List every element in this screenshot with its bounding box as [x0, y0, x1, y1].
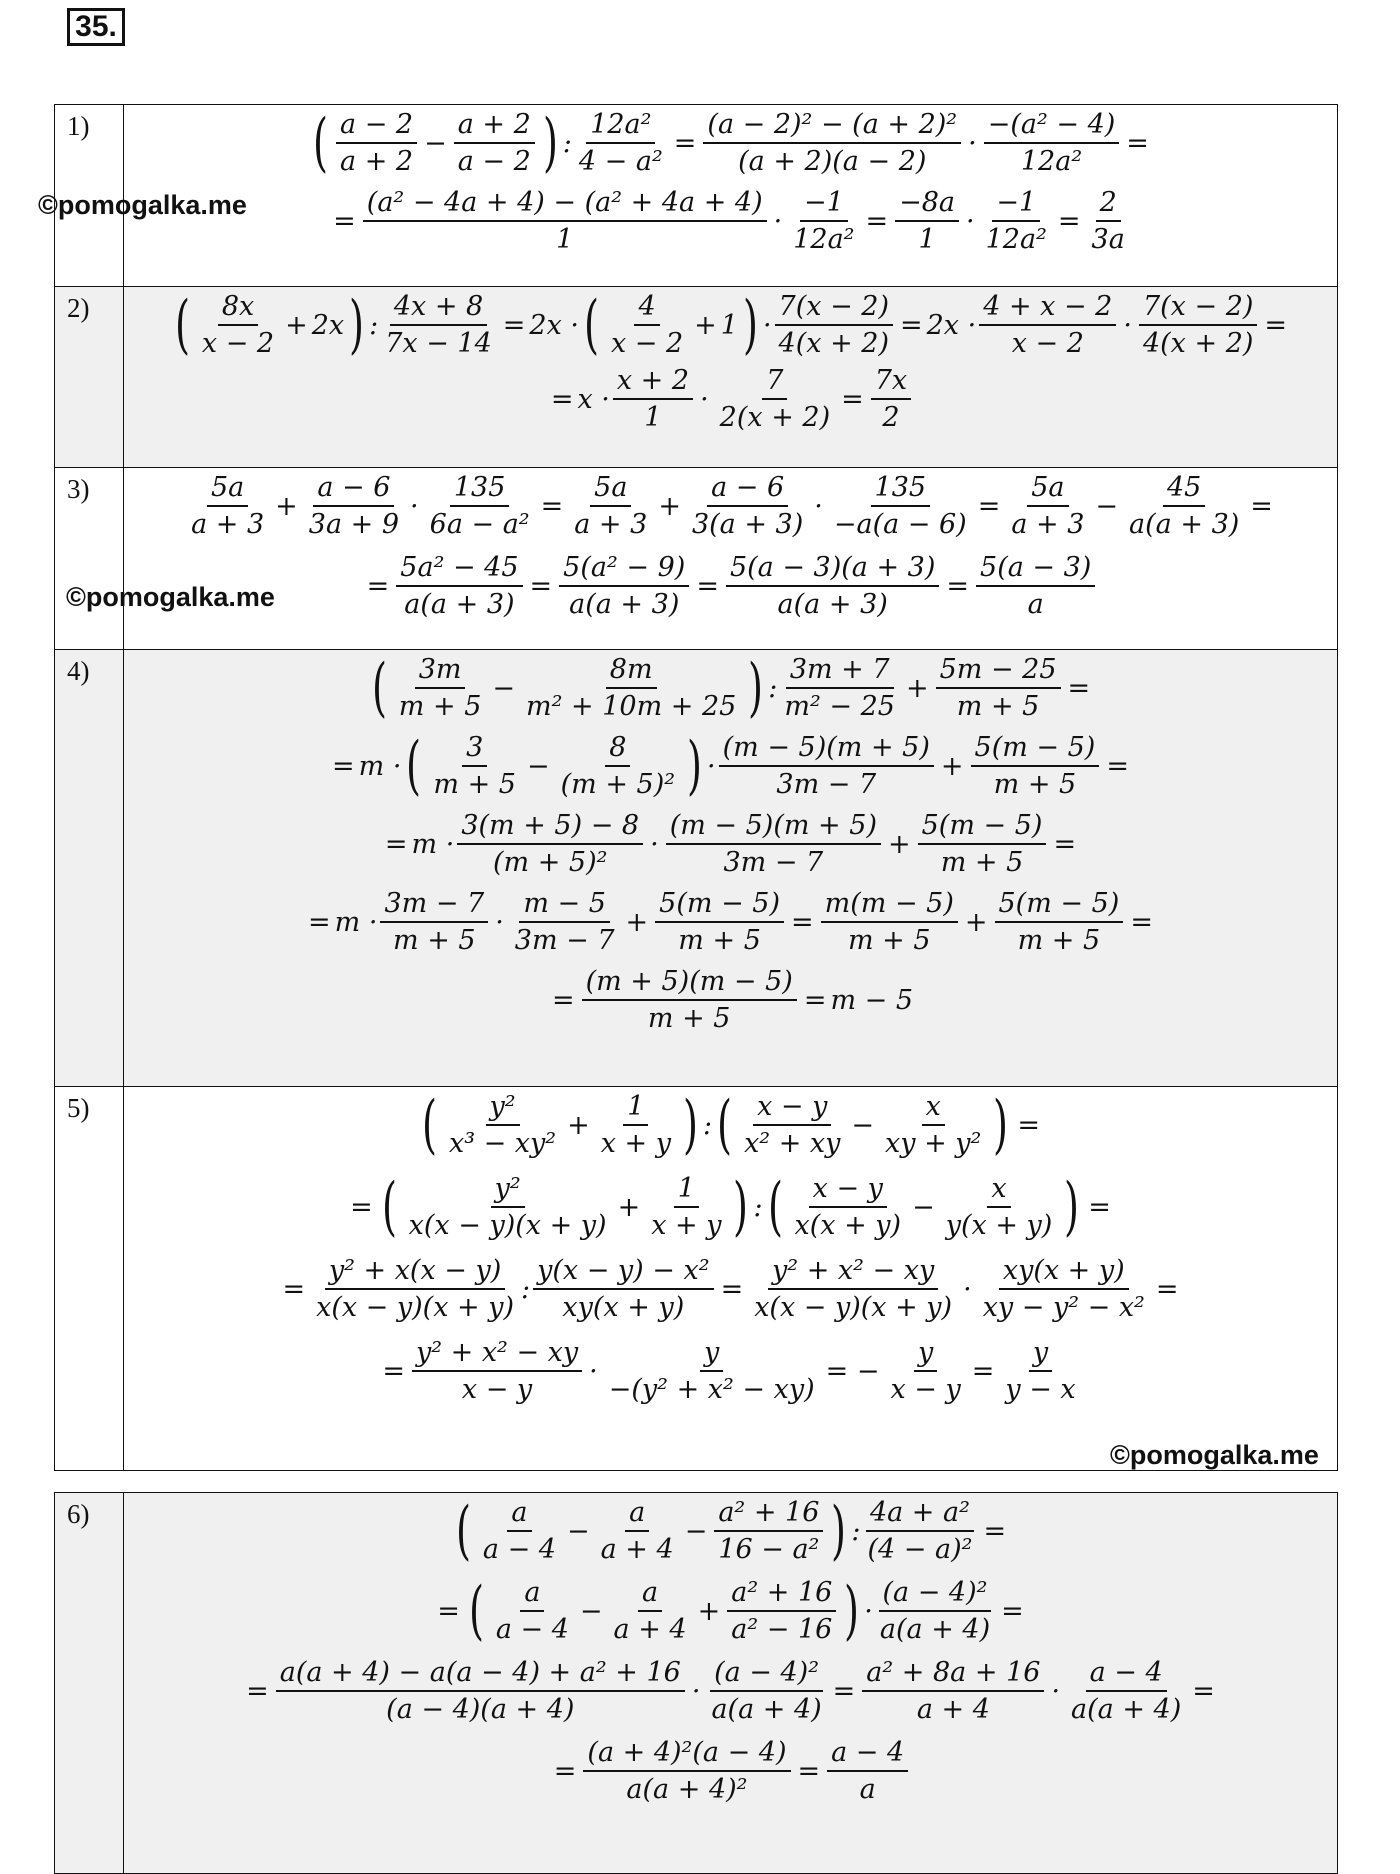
equation-line: = $\frac{\text{(a + 4)²(a − 4)}}{\text{a(a + 4)²}}$ = $\frac{a - 4}{a}$: [124, 1737, 1337, 1805]
equation-line: = $\frac{\text{5a² − 45}}{a(a + 3)}$ = $\frac{\text{5(a² − 9)}}{a(a + 3)}$ = $\frac{5(a - 3)(a + 3)}{a(a + 3)}$ = $\frac{5(a - 3)}{a}$: [124, 552, 1337, 620]
watermark: ©pomogalka.me: [1110, 1440, 1319, 1470]
equation-line: ( $\frac{3m}{m + 5}$ − $\frac{8m}{\text{m² + 10m + 25}}$ ) : $\frac{3m + 7}{\text{m² − 25}}$ + $\frac{5m - 25}{m + 5}$ =: [371, 651, 1091, 726]
row-label: 6): [55, 1493, 124, 1874]
equation-line: = $\frac{(m + 5)(m - 5)}{m + 5}$ = m − 5: [551, 966, 914, 1035]
problem-number: 35.: [67, 8, 125, 46]
equation-line: = $\frac{\text{(a² − 4a + 4) − (a² + 4a + 4)}}{1}$ · $\frac{-1}{\text{12a²}}$ = $\frac{-8a}{1}$ · $\frac{-1}{\text{12a²}}$ = $\frac{2}{3a}$: [333, 187, 1125, 256]
solution-row-2: [55, 287, 1338, 468]
row-label: 2): [55, 287, 124, 468]
row-label: 5): [55, 1087, 124, 1471]
solution-row-4: [55, 650, 1338, 1087]
equation-line: = ( $\frac{\text{y²}}{x(x - y)(x + y)}$ + $\frac{1}{x + y}$ ) : ( $\frac{x - y}{x(x + y)}$ − $\frac{x}{y(x + y)}$ ) =: [350, 1170, 1111, 1245]
equation-line: = m · $\frac{3(m + 5) - 8}{\text{(m + 5)²}}$ · $\frac{(m - 5)(m + 5)}{3m - 7}$ + $\frac{5(m - 5)}{m + 5}$ =: [384, 810, 1077, 879]
row-label: 4): [55, 650, 124, 1087]
equation-line: = x · $\frac{x + 2}{1}$ · $\frac{7}{2(x + 2)}$ = $\frac{7x}{2}$: [124, 365, 1337, 433]
equation-line: ( $\frac{a}{a - 4}$ − $\frac{a}{a + 4}$ − $\frac{\text{a² + 16}}{\text{16 − a²}}$ ) : $\frac{\text{4a + a²}}{\text{(4 − a)²}}$ =: [455, 1494, 1007, 1569]
equation-line: ( $\frac{8x}{x - 2}$ + 2x ) : $\frac{4x + 8}{7x - 14}$ = 2x · ( $\frac{4}{x - 2}$ + 1 ) · $\frac{7(x - 2)}{4(x + 2)}$ = 2x · $\frac{4 + x - 2}{x - 2}$ · $\frac{7(x - 2)}{4(x + 2)}$ =: [174, 288, 1288, 363]
watermark: ©pomogalka.me: [38, 190, 247, 220]
row-label: 1): [55, 105, 124, 287]
equation-line: ( $\frac{\text{y²}}{\text{x³ − xy²}}$ + $\frac{1}{x + y}$ ) : ( $\frac{x - y}{\text{x² + xy}}$ − $\frac{x}{\text{xy + y²}}$ ) =: [421, 1088, 1040, 1163]
equation-line: = $\frac{\text{a(a + 4) − a(a − 4) + a² + 16}}{(a - 4)(a + 4)}$ · $\frac{\text{(a − 4)²}}{a(a + 4)}$ = $\frac{\text{a² + 8a + 16}}{a + 4}$ · $\frac{a - 4}{a(a + 4)}$ =: [246, 1657, 1215, 1726]
solution-table-extra: [54, 1492, 1338, 1874]
equation-line: ( $\frac{a - 2}{a + 2}$ − $\frac{a + 2}{a - 2}$ ) : $\frac{\text{12a²}}{\text{4 − a²}}$ = $\frac{\text{(a − 2)² − (a + 2)²}}{(a + 2)(a - 2)}$ · $\frac{\text{−(a² − 4)}}{\text{12a²}}$ =: [313, 106, 1149, 181]
row-label: 3): [55, 468, 124, 650]
solution-row-3: [55, 468, 1338, 650]
solution-table-main: [54, 104, 1338, 1471]
equation-line: = $\frac{\text{y² + x(x − y)}}{x(x - y)(x + y)}$ : $\frac{\text{y(x − y) − x²}}{xy(x + y)}$ = $\frac{\text{y² + x² − xy}}{x(x - y)(x + y)}$ · $\frac{xy(x + y)}{\text{xy − y² − x²}}$ =: [282, 1255, 1179, 1324]
watermark: ©pomogalka.me: [66, 582, 275, 612]
solution-row-5: [55, 1087, 1338, 1471]
equation-line: = $\frac{\text{y² + x² − xy}}{x - y}$ · $\frac{y}{\text{−(y² + x² − xy)}}$ = − $\frac{y}{x - y}$ = $\frac{y}{y - x}$: [382, 1337, 1076, 1406]
equation-line: = m · ( $\frac{3}{m + 5}$ − $\frac{8}{\text{(m + 5)²}}$ ) · $\frac{(m - 5)(m + 5)}{3m - 7}$ + $\frac{5(m - 5)}{m + 5}$ =: [332, 729, 1129, 804]
equation-line: $\frac{5a}{a + 3}$ + $\frac{a - 6}{3a + 9}$ · $\frac{135}{\text{6a − a²}}$ = $\frac{5a}{a + 3}$ + $\frac{a - 6}{3(a + 3)}$ · $\frac{135}{-a(a - 6)}$ = $\frac{5a}{a + 3}$ − $\frac{45}{a(a + 3)}$ =: [191, 472, 1273, 541]
solution-row-6: [55, 1493, 1338, 1874]
equation-line: = m · $\frac{3m - 7}{m + 5}$ · $\frac{m - 5}{3m - 7}$ + $\frac{5(m - 5)}{m + 5}$ = $\frac{m(m - 5)}{m + 5}$ + $\frac{5(m - 5)}{m + 5}$ =: [308, 888, 1153, 957]
equation-line: = ( $\frac{a}{a - 4}$ − $\frac{a}{a + 4}$ + $\frac{\text{a² + 16}}{\text{a² − 16}}$ ) · $\frac{\text{(a − 4)²}}{a(a + 4)}$ =: [437, 1574, 1024, 1649]
